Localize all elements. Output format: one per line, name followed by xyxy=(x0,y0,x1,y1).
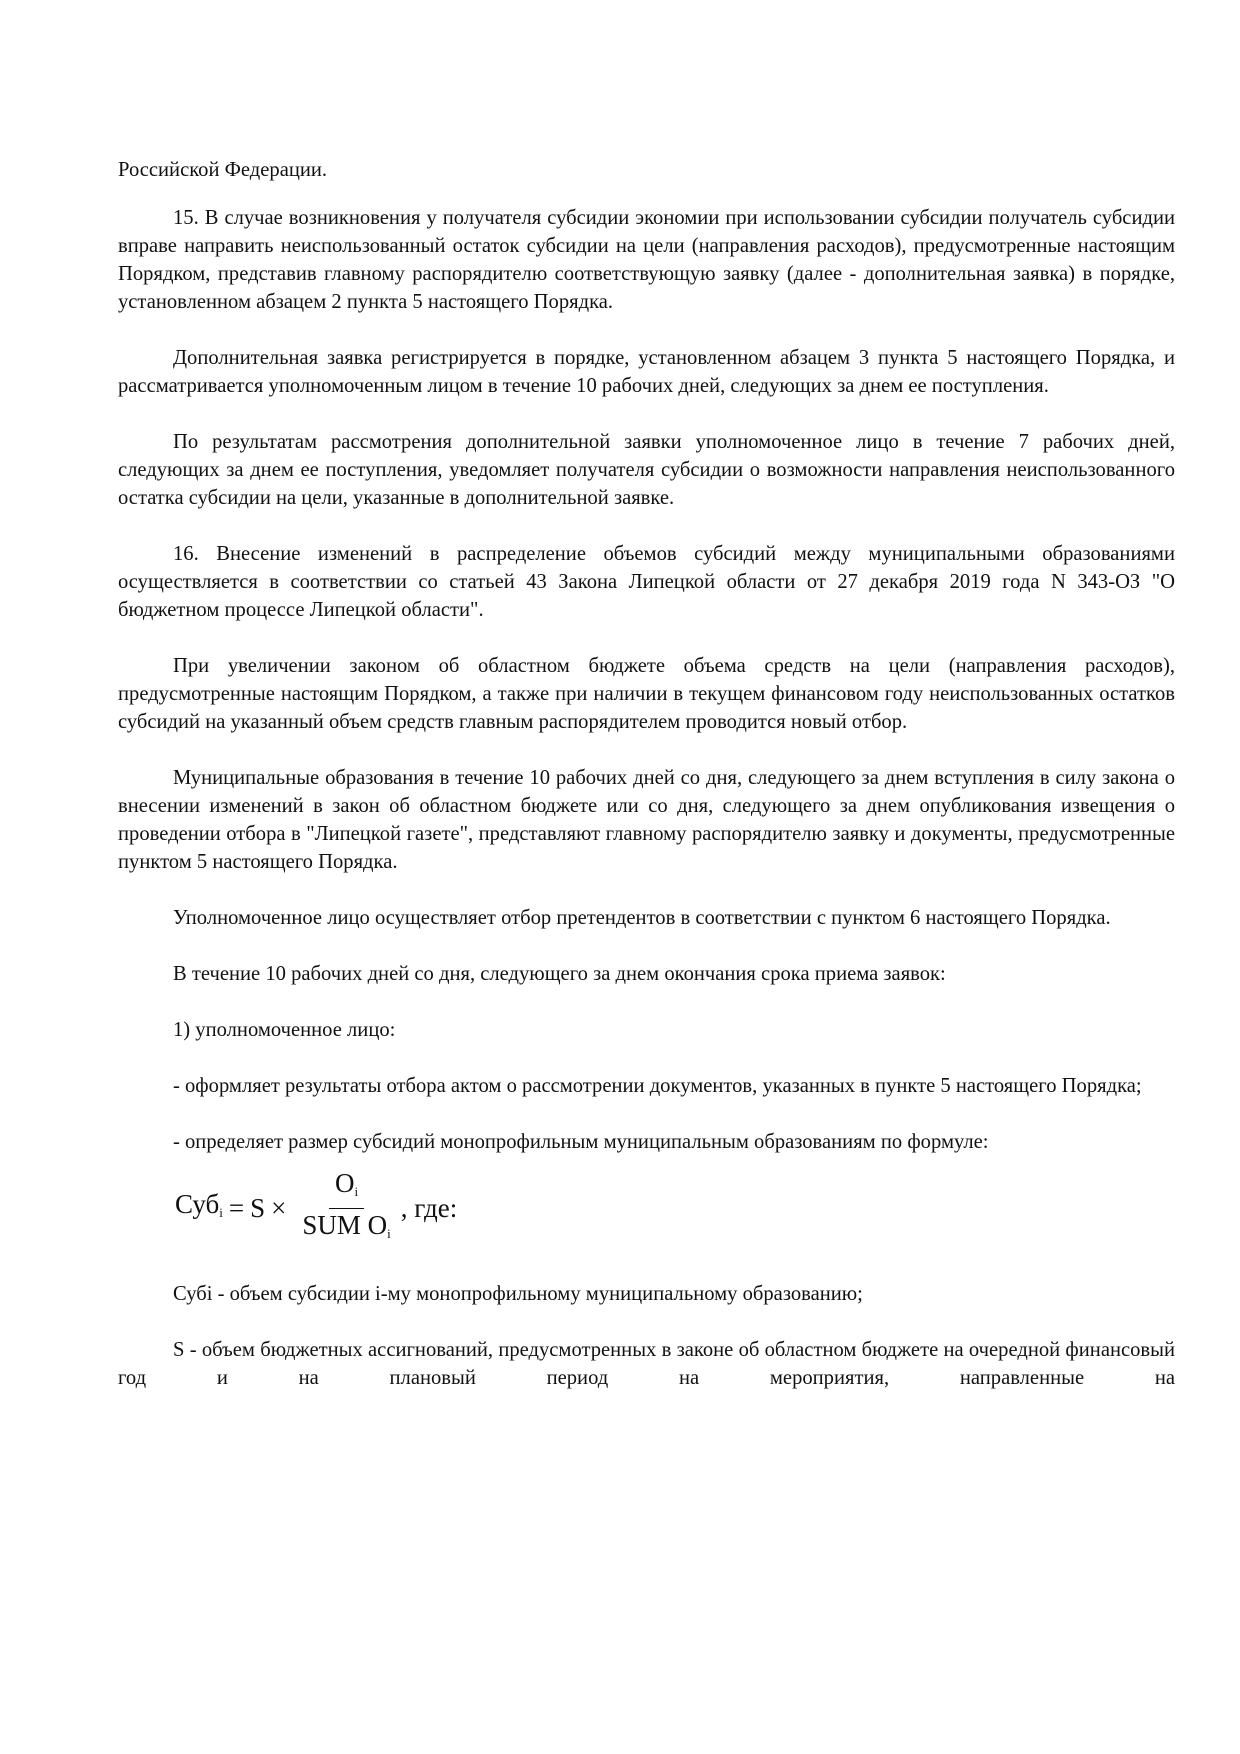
paragraph-15: 15. В случае возникновения у получателя субсидии экономии при использовании субсидии получатель субсидии вправе направить неиспользованный остаток субсидии на цели (направления расходов), предусмотренные настоящим Порядком, представив главному распорядителю соответствующую заявку (далее - дополнительная заявка) в порядке, установленном абзацем 2 пункта 5 настоящего Порядка. xyxy=(118,207,1175,313)
paragraph: В течение 10 рабочих дней со дня, следующего за днем окончания срока приема заявок: xyxy=(173,963,946,985)
paragraph: - определяет размер субсидий монопрофильным муниципальным образованиям по формуле: xyxy=(173,1131,989,1153)
formula-equals: = xyxy=(228,1193,245,1223)
formula-lhs: Суб$_i$ xyxy=(175,1188,223,1220)
formula-tail: , где: xyxy=(400,1193,458,1223)
subsidy-formula xyxy=(175,1166,1175,1250)
paragraph: Дополнительная заявка регистрируется в порядке, установленном абзацем 3 пункта 5 настоящего Порядка, и рассматривается уполномоченным лицом в течение 10 рабочих дней, следующих за днем ее поступления. xyxy=(118,347,1175,397)
formula-fraction xyxy=(296,1169,396,1248)
paragraph: По результатам рассмотрения дополнительной заявки уполномоченное лицо в течение 7 рабочих дней, следующих за днем ее поступления, уведомляет получателя субсидии о возможности направления неиспользованного остатка субсидии на цели, указанные в дополнительной заявке. xyxy=(118,431,1175,509)
paragraph: При увеличении законом об областном бюджете объема средств на цели (направления расходов), предусмотренные настоящим Порядком, а также при наличии в текущем финансовом году неиспользованных остатков субсидий на указанный объем средств главным распорядителем проводится новый отбор. xyxy=(118,655,1175,733)
formula-denominator: SUM $O_i$ xyxy=(302,1209,391,1241)
paragraph: - оформляет результаты отбора актом о рассмотрении документов, указанных в пункте 5 настоящего Порядка; xyxy=(173,1075,1142,1097)
paragraph: Муниципальные образования в течение 10 рабочих дней со дня, следующего за днем вступления в силу закона о внесении изменений в закон об областном бюджете или со дня, следующего за днем опубликования извещения о проведении отбора в "Липецкой газете", представляют главному распорядителю заявку и документы, предусмотренные пунктом 5 настоящего Порядка. xyxy=(118,767,1175,873)
paragraph-16: 16. Внесение изменений в распределение объемов субсидий между муниципальными образованиями осуществляется в соответствии со статьей 43 Закона Липецкой области от 27 декабря 2019 года N 343-ОЗ "О бюджетном процессе Липецкой области". xyxy=(118,543,1175,621)
formula-s: S xyxy=(250,1193,266,1223)
paragraph: 1) уполномоченное лицо: xyxy=(173,1019,396,1041)
paragraph: Российской Федерации. xyxy=(118,159,328,181)
paragraph: S - объем бюджетных ассигнований, предусмотренных в законе об областном бюджете на очередной финансовый год и на плановый период на мероприятия, направленные на xyxy=(118,1339,1175,1389)
document-page xyxy=(118,156,1175,1420)
paragraph: Уполномоченное лицо осуществляет отбор претендентов в соответствии с пунктом 6 настоящего Порядка. xyxy=(173,907,1111,929)
formula-times: × xyxy=(271,1193,287,1223)
paragraph: Субi - объем субсидии i-му монопрофильному муниципальному образованию; xyxy=(173,1283,863,1305)
formula-numerator: $O_i$ xyxy=(329,1169,364,1209)
